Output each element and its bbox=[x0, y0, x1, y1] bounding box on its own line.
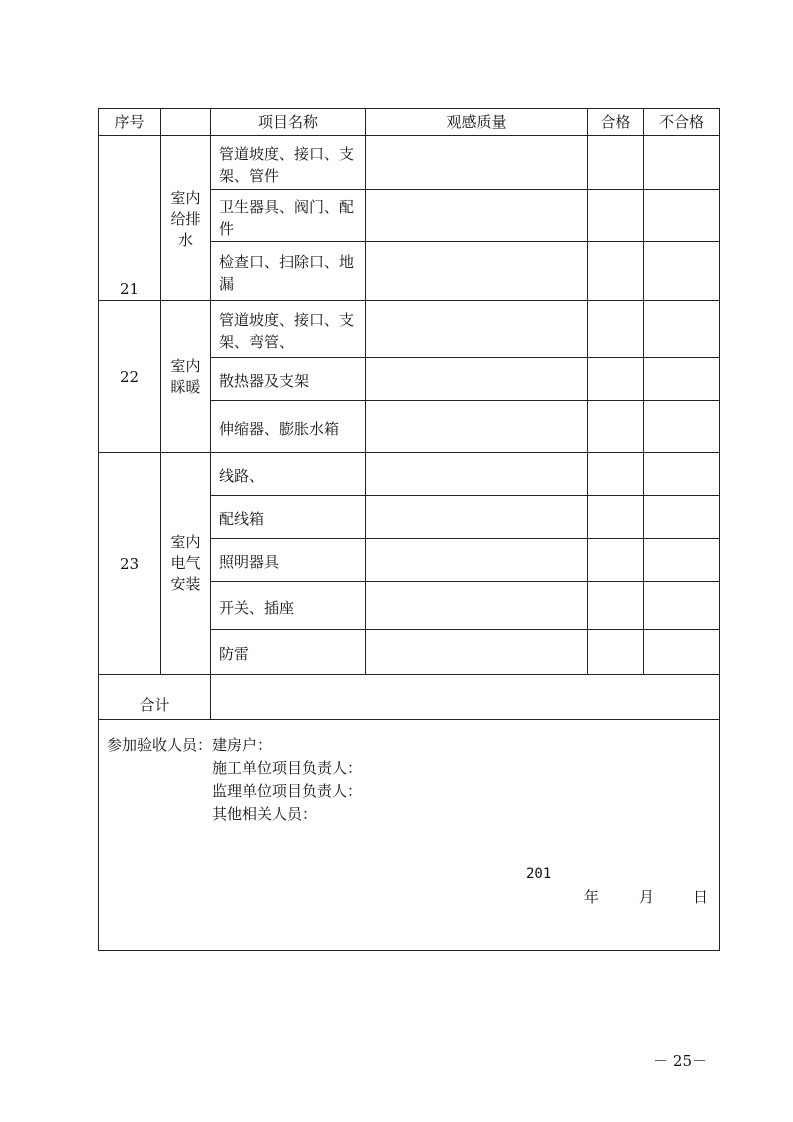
pass-cell[interactable] bbox=[588, 358, 644, 401]
total-value-cell[interactable] bbox=[211, 675, 720, 720]
quality-cell[interactable] bbox=[366, 136, 588, 190]
year-char: 年 bbox=[584, 888, 600, 906]
table-row bbox=[99, 136, 720, 190]
total-label: 合计 bbox=[99, 675, 211, 720]
contractor-label: 施工单位项目负责人： bbox=[212, 759, 363, 777]
header-category bbox=[161, 109, 211, 136]
page-number: － 25－ bbox=[653, 1052, 707, 1070]
table-row bbox=[99, 453, 720, 496]
item-name: 散热器及支架 bbox=[211, 358, 366, 401]
group-number: 21 bbox=[99, 136, 161, 301]
pass-cell[interactable] bbox=[588, 539, 644, 582]
item-name: 管道坡度、接口、支架、管件 bbox=[211, 136, 366, 190]
day-char: 日 bbox=[693, 888, 709, 906]
pass-cell[interactable] bbox=[588, 136, 644, 190]
quality-cell[interactable] bbox=[366, 190, 588, 242]
fail-cell[interactable] bbox=[644, 453, 720, 496]
item-name: 卫生器具、阀门、配件 bbox=[211, 190, 366, 242]
table-row bbox=[99, 301, 720, 358]
quality-cell[interactable] bbox=[366, 496, 588, 539]
others-label: 其他相关人员： bbox=[212, 805, 318, 823]
header-pass: 合格 bbox=[588, 109, 644, 136]
pass-cell[interactable] bbox=[588, 190, 644, 242]
pass-cell[interactable] bbox=[588, 401, 644, 453]
fail-cell[interactable] bbox=[644, 630, 720, 675]
fail-cell[interactable] bbox=[644, 136, 720, 190]
quality-cell[interactable] bbox=[366, 630, 588, 675]
item-name: 伸缩器、膨胀水箱 bbox=[211, 401, 366, 453]
homeowner-label: 建房户： bbox=[212, 736, 273, 754]
header-fail: 不合格 bbox=[644, 109, 720, 136]
fail-cell[interactable] bbox=[644, 496, 720, 539]
quality-cell[interactable] bbox=[366, 582, 588, 630]
supervisor-label: 监理单位项目负责人： bbox=[212, 782, 363, 800]
participants-label: 参加验收人员： bbox=[107, 736, 213, 754]
fail-cell[interactable] bbox=[644, 301, 720, 358]
item-name: 线路、 bbox=[211, 453, 366, 496]
fail-cell[interactable] bbox=[644, 358, 720, 401]
fail-cell[interactable] bbox=[644, 539, 720, 582]
group-category: 室内给排水 bbox=[161, 136, 211, 301]
item-name: 照明器具 bbox=[211, 539, 366, 582]
total-row bbox=[99, 675, 720, 720]
pass-cell[interactable] bbox=[588, 301, 644, 358]
pass-cell[interactable] bbox=[588, 496, 644, 539]
signoff-cell bbox=[99, 720, 720, 951]
group-category: 室内睬暖 bbox=[161, 301, 211, 453]
group-number: 22 bbox=[99, 301, 161, 453]
quality-cell[interactable] bbox=[366, 539, 588, 582]
quality-cell[interactable] bbox=[366, 453, 588, 496]
year-prefix: 201 bbox=[526, 866, 552, 882]
header-quality: 观感质量 bbox=[366, 109, 588, 136]
fail-cell[interactable] bbox=[644, 242, 720, 301]
fail-cell[interactable] bbox=[644, 190, 720, 242]
table-header-row bbox=[99, 109, 720, 136]
quality-cell[interactable] bbox=[366, 401, 588, 453]
group-number: 23 bbox=[99, 453, 161, 675]
pass-cell[interactable] bbox=[588, 630, 644, 675]
fail-cell[interactable] bbox=[644, 582, 720, 630]
quality-cell[interactable] bbox=[366, 242, 588, 301]
quality-cell[interactable] bbox=[366, 358, 588, 401]
pass-cell[interactable] bbox=[588, 453, 644, 496]
item-name: 管道坡度、接口、支架、弯管、 bbox=[211, 301, 366, 358]
item-name: 防雷 bbox=[211, 630, 366, 675]
header-item-name: 项目名称 bbox=[211, 109, 366, 136]
item-name: 开关、插座 bbox=[211, 582, 366, 630]
item-name: 配线箱 bbox=[211, 496, 366, 539]
group-category: 室内电气安装 bbox=[161, 453, 211, 675]
pass-cell[interactable] bbox=[588, 582, 644, 630]
pass-cell[interactable] bbox=[588, 242, 644, 301]
quality-cell[interactable] bbox=[366, 301, 588, 358]
fail-cell[interactable] bbox=[644, 401, 720, 453]
signoff-row bbox=[99, 720, 720, 951]
month-char: 月 bbox=[639, 888, 655, 906]
inspection-table bbox=[98, 108, 720, 951]
header-seq: 序号 bbox=[99, 109, 161, 136]
item-name: 检查口、扫除口、地漏 bbox=[211, 242, 366, 301]
